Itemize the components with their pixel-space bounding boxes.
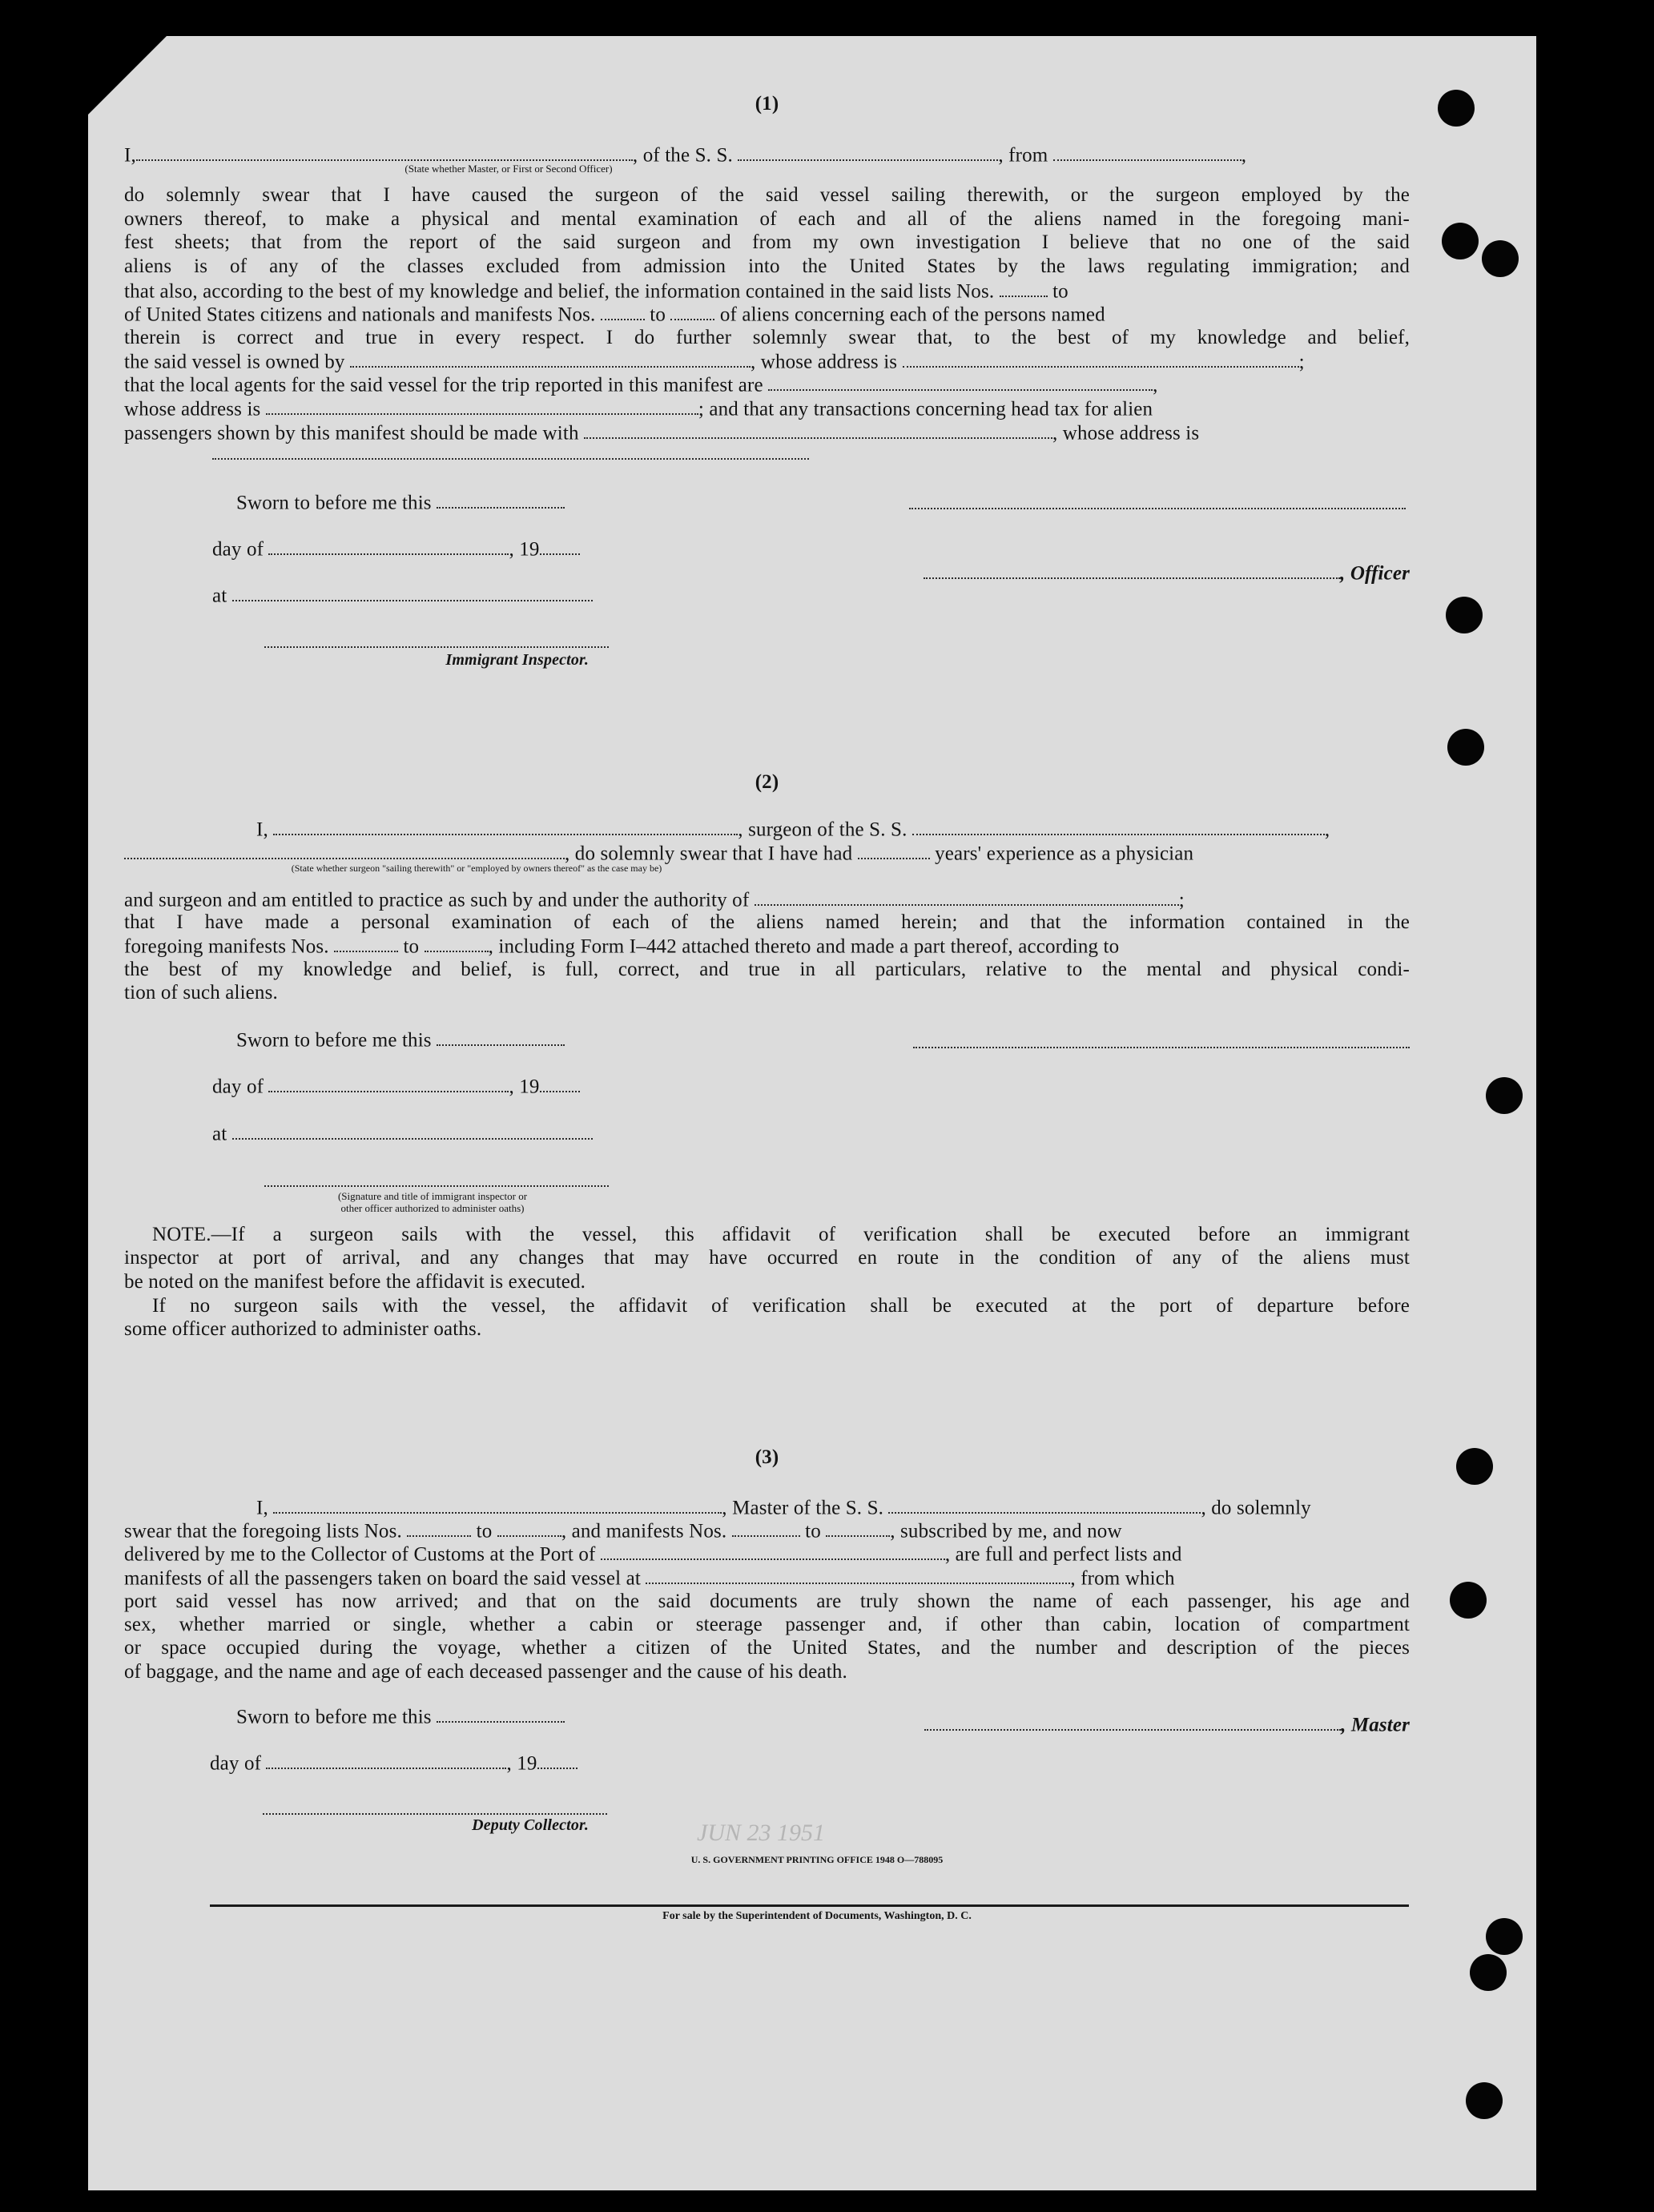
- section-1-sworn: Sworn to before me this: [236, 490, 717, 514]
- section-2-line-1: I, , surgeon of the S. S. ,: [256, 817, 1410, 841]
- printing-office-line: U. S. GOVERNMENT PRINTING OFFICE 1948 O—788095: [690, 1854, 944, 1865]
- section-3-line-7: or space occupied during the voyage, whether a citizen of the United States, and the number and description of the pieces: [124, 1637, 1410, 1659]
- master-line: , Master: [909, 1712, 1410, 1736]
- section-2-line-3: and surgeon and am entitled to practice as such by and under the authority of ;: [124, 887, 1410, 911]
- punch-hole: [1438, 90, 1475, 127]
- section-3-line-3: delivered by me to the Collector of Customs at the Port of , are full and perfect lists and: [124, 1542, 1410, 1566]
- section-1-at: at: [212, 583, 693, 607]
- section-3-sworn: Sworn to before me this: [236, 1704, 717, 1728]
- section-3-line-8: of baggage, and the name and age of each deceased passenger and the cause of his death.: [124, 1661, 847, 1683]
- punch-hole: [1446, 597, 1483, 633]
- sale-line: For sale by the Superintendent of Documents, Washington, D. C.: [662, 1910, 972, 1922]
- punch-hole: [1450, 1582, 1487, 1619]
- section-1-day: day of , 19: [212, 537, 693, 561]
- section-3-line-6: sex, whether married or single, whether a cabin or steerage passenger and, if other than cabin, location of compartment: [124, 1614, 1410, 1635]
- section-1-line-2: do solemnly swear that I have caused the surgeon of the said vessel sailing therewith, or the surgeon employed by the: [124, 184, 1410, 206]
- inspector-label: Immigrant Inspector.: [445, 651, 589, 669]
- address-line: [212, 456, 809, 460]
- section-1-line-6: that also, according to the best of my knowledge and belief, the information contained in the said lists Nos. to: [124, 279, 1410, 303]
- section-1-line-11: whose address is ; and that any transactions concerning head tax for alien: [124, 396, 1410, 420]
- section-3-day: day of , 19: [210, 1751, 690, 1775]
- section-1-line-12: passengers shown by this manifest should be made with , whose address is: [124, 420, 1410, 444]
- punch-hole: [1466, 2082, 1503, 2119]
- section-2-line-7: tion of such aliens.: [124, 982, 278, 1003]
- section-3-number: (3): [755, 1446, 779, 1468]
- section-2-caption: (State whether surgeon "sailing therewith" or "employed by owners thereof" as the case may be): [291, 863, 662, 874]
- punch-hole: [1442, 223, 1479, 259]
- section-1-line-5: aliens is of any of the classes excluded from admission into the United States by the laws regulating immigration; and: [124, 255, 1410, 277]
- note-line-5: some officer authorized to administer oaths.: [124, 1318, 482, 1340]
- section-1-line-10: that the local agents for the said vessel for the trip reported in this manifest are ,: [124, 372, 1410, 396]
- section-2-at: at: [212, 1121, 693, 1145]
- section-3-line-4: manifests of all the passengers taken on board the said vessel at , from which: [124, 1566, 1410, 1590]
- received-stamp: JUN 23 1951: [697, 1820, 825, 1846]
- officer-line: , Officer: [909, 561, 1410, 585]
- section-3-line-5: port said vessel has now arrived; and that on the said documents are truly shown the name of each passenger, his age and: [124, 1591, 1410, 1612]
- section-1-line-9: the said vessel is owned by , whose address is ;: [124, 349, 1410, 373]
- section-2-line-2: , do solemnly swear that I have had years' experience as a physician: [124, 841, 1410, 865]
- section-2-line-6: the best of my knowledge and belief, is full, correct, and true in all particulars, relative to the mental and physical condi-: [124, 959, 1410, 980]
- section-2-number: (2): [755, 771, 779, 793]
- footer-rule: [210, 1904, 1409, 1907]
- sig-caption-2: other officer authorized to administer oaths): [340, 1202, 525, 1214]
- section-2-day: day of , 19: [212, 1074, 693, 1098]
- note-line-4: If no surgeon sails with the vessel, the affidavit of verification shall be executed at the port of departure before: [152, 1295, 1410, 1317]
- section-1-line-1: I, , of the S. S. , from ,: [124, 143, 1410, 167]
- section-2-line-4: that I have made a personal examination of each of the aliens named herein; and that the information contained in the: [124, 911, 1410, 933]
- note-line-2: inspector at port of arrival, and any changes that may have occurred en route in the condition of any of the aliens must: [124, 1247, 1410, 1269]
- inspector-signature-line: [264, 645, 609, 648]
- officer-signature-line: [264, 1184, 609, 1187]
- section-2-sworn: Sworn to before me this: [236, 1028, 717, 1052]
- surgeon-signature-line: [913, 1045, 1410, 1048]
- punch-hole: [1470, 1954, 1507, 1991]
- section-1-line-8: therein is correct and true in every respect. I do further solemnly swear that, to the best of my knowledge and belief,: [124, 327, 1410, 348]
- section-3-line-2: swear that the foregoing lists Nos. to , and manifests Nos. to , subscribed by me, and now: [124, 1518, 1410, 1542]
- section-1-line-4: fest sheets; that from the report of the said surgeon and from my own investigation I believe that no one of the said: [124, 231, 1410, 253]
- punch-hole: [1486, 1077, 1523, 1114]
- signature-line: [909, 506, 1406, 509]
- note-line-3: be noted on the manifest before the affidavit is executed.: [124, 1271, 586, 1293]
- punch-hole: [1486, 1918, 1523, 1955]
- punch-hole: [1447, 729, 1484, 766]
- section-1-line-3: owners thereof, to make a physical and mental examination of each and all of the aliens named in the foregoing mani-: [124, 208, 1410, 230]
- sig-caption-1: (Signature and title of immigrant inspector or: [337, 1190, 528, 1202]
- section-1-line-7: of United States citizens and nationals and manifests Nos. to of aliens concerning each of the persons named: [124, 302, 1410, 326]
- section-1-caption: (State whether Master, or First or Second Officer): [404, 163, 613, 175]
- section-3-line-1: I, , Master of the S. S. , do solemnly: [256, 1495, 1410, 1519]
- punch-hole: [1482, 240, 1519, 277]
- section-2-line-5: foregoing manifests Nos. to , including Form I–442 attached thereto and made a part thereof, according to: [124, 934, 1410, 958]
- punch-hole: [1456, 1448, 1493, 1485]
- note-line-1: NOTE.—If a surgeon sails with the vessel, this affidavit of verification shall be executed before an immigrant: [152, 1224, 1410, 1245]
- collector-label: Deputy Collector.: [472, 1816, 589, 1834]
- section-1-number: (1): [755, 93, 779, 115]
